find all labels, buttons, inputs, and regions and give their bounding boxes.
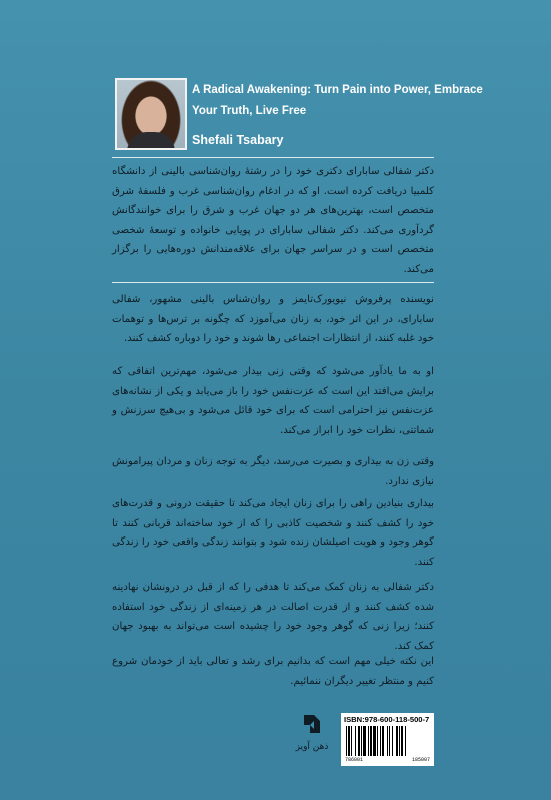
english-author-name: Shefali Tsabary [192, 133, 284, 147]
barcode-digits [345, 757, 430, 763]
description-paragraph-1: نویسنده پرفروش نیویورک‌تایمز و روان‌شناس بالینی مشهور، شفالی سابارای، در این اثر خود، به زنان می‌آموزد که چگونه بر ترس‌ها و توهمات خود غلبه کنند، از انتظارات اجتماعی رها شوند و خود را دوباره کشف کنند. [112, 294, 434, 344]
description-paragraph-5: دکتر شفالی به زنان کمک می‌کند تا هدفی را که از قبل در درونشان نهادینه شده کشف کنند و از قدرت اصالت در هر زمینه‌ای از زندگی خود استفاده کنند؛ زیرا زنی که گوهر وجود خود را چشیده است می‌تواند به بهبود جهان کمک کند. [112, 582, 434, 652]
author-photo [115, 78, 187, 150]
description-paragraph-3: وقتی زن به بیداری و بصیرت می‌رسد، دیگر به توجه زنان و مردان پیرامونش نیازی ندارد. [112, 456, 434, 487]
publisher-logo-icon [300, 712, 324, 736]
top-divider [112, 157, 434, 158]
barcode-digits-left: 786001 [345, 757, 364, 763]
barcode-bars [345, 726, 430, 756]
publisher-logo [292, 708, 332, 764]
isbn-label: ISBN:978-600-118-500-7 [344, 715, 430, 724]
closing-paragraph: این نکته خیلی مهم است که بدانیم برای رشد و تعالی باید از خودمان شروع کنیم و منتظر تغییر دیگران ننمائیم. [112, 656, 434, 687]
isbn-barcode [341, 713, 434, 766]
description-paragraph-2: او به ما یادآور می‌شود که وقتی زنی بیدار می‌شود، مهم‌ترین اتفاقی که برایش می‌افتد این است که عزت‌نفس خود را باز می‌یابد و یکی از نشانه‌های عزت‌نفس نیز احترامی است که برای خود قائل می‌شود و بی‌هیچ سرزنش و شماتتی، نظرات خود را ابراز می‌کند. [112, 366, 434, 436]
bio-divider [112, 282, 434, 283]
english-book-title: A Radical Awakening: Turn Pain into Power, Embrace Your Truth, Live Free [192, 84, 483, 117]
author-bio-paragraph: دکتر شفالی سابارای دکتری خود را در رشتهٔ روان‌شناسی بالینی از دانشگاه کلمبیا دریافت کرده است. او که در ادغام روان‌شناسی غرب و فلسفهٔ شرق متخصص است، بهترین‌های هر دو جهان غرب و شرق را برای خوانندگانش گردآوری می‌کند. دکتر شفالی سابارای در پویایی خانواده و توسعهٔ شخصی متخصص است و در سراسر جهان برای علاقه‌مندانش دوره‌هایی را برگزار می‌کند. [112, 166, 434, 275]
publisher-name: ذهن آویز [295, 742, 329, 752]
description-paragraph-4: بیداری بنیادین راهی را برای زنان ایجاد می‌کند تا حقیقت درونی و قدرت‌های خود را کشف کنند و شخصیت کاذبی را که از خود ساخته‌اند قربانی کنند تا گوهر وجود و هویت اصیلشان زنده شود و بتوانند زندگی واقعی خود را زندگی کنند. [112, 498, 434, 568]
author-photo-shoulders [127, 132, 175, 150]
barcode-digits-right: 185007 [411, 757, 430, 763]
